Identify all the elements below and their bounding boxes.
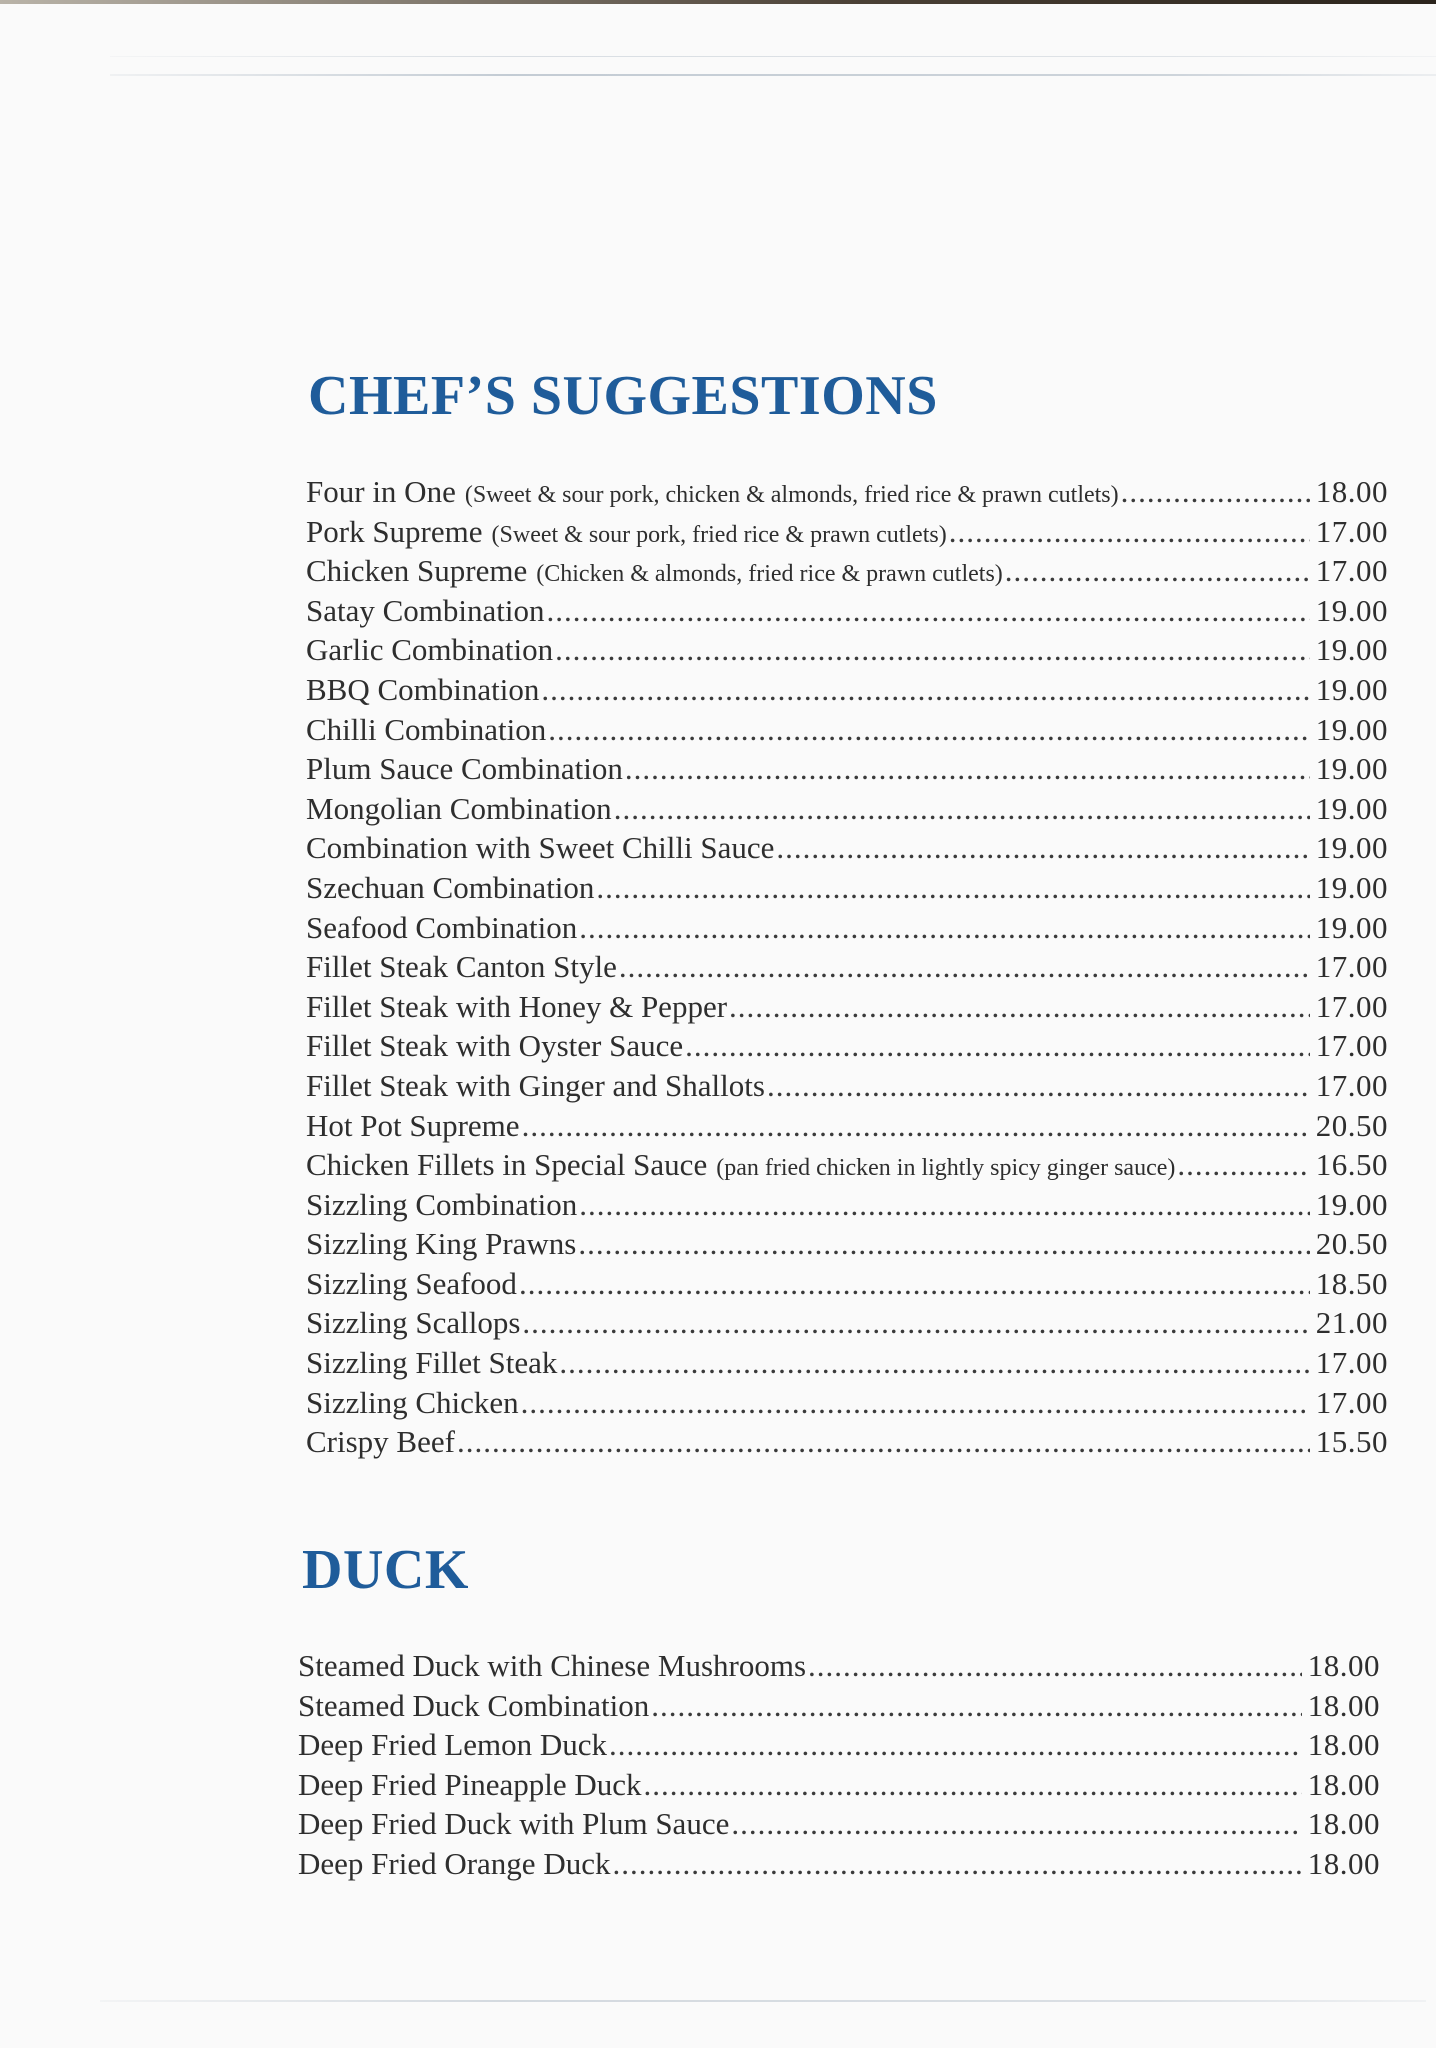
dot-leader xyxy=(808,1646,1302,1686)
menu-item-name: Combination with Sweet Chilli Sauce xyxy=(306,830,775,866)
menu-item xyxy=(306,1422,1388,1462)
menu-item-price: 18.00 xyxy=(1307,1687,1380,1723)
dot-leader xyxy=(522,1106,1310,1146)
dot-leader xyxy=(457,1422,1310,1462)
menu-item xyxy=(306,1026,1388,1066)
menu-item-name: Sizzling Scallops xyxy=(306,1305,521,1341)
menu-item-price: 18.00 xyxy=(1307,1766,1380,1802)
menu-item xyxy=(306,1303,1388,1343)
menu-item-name: Satay Combination xyxy=(306,592,545,628)
menu-item xyxy=(306,947,1388,987)
menu-item-price: 18.50 xyxy=(1315,1265,1388,1301)
dot-leader xyxy=(643,1765,1301,1805)
menu-item xyxy=(306,1106,1388,1146)
menu-item xyxy=(306,551,1388,591)
menu-item xyxy=(306,710,1388,750)
menu-item-price: 19.00 xyxy=(1315,751,1388,787)
dot-leader xyxy=(731,1804,1301,1844)
menu-item-price: 20.50 xyxy=(1315,1226,1388,1262)
menu-item xyxy=(306,1066,1388,1106)
dot-leader xyxy=(619,947,1310,987)
dot-leader xyxy=(776,828,1309,868)
menu-item-price: 19.00 xyxy=(1315,869,1388,905)
menu-item-name: Mongolian Combination xyxy=(306,790,612,826)
menu-item xyxy=(306,1185,1388,1225)
menu-item xyxy=(306,1383,1388,1423)
dot-leader xyxy=(521,1383,1310,1423)
menu-item-name: Fillet Steak with Oyster Sauce xyxy=(306,1028,684,1064)
menu-item xyxy=(306,1343,1388,1383)
menu-item xyxy=(306,472,1388,512)
menu-item-description: (Sweet & sour pork, fried rice & prawn cutlets) xyxy=(491,521,947,548)
dot-leader xyxy=(578,1224,1309,1264)
dot-leader xyxy=(609,1725,1302,1765)
menu-item-name: Chicken Supreme xyxy=(306,553,528,589)
menu-item xyxy=(298,1686,1380,1726)
menu-list-duck xyxy=(298,1646,1380,1884)
menu-item-name: Plum Sauce Combination xyxy=(306,751,623,787)
menu-item-name: Sizzling Combination xyxy=(306,1186,578,1222)
dot-leader xyxy=(625,749,1310,789)
menu-item-name: Sizzling Fillet Steak xyxy=(306,1345,558,1381)
menu-item xyxy=(298,1725,1380,1765)
menu-item xyxy=(306,868,1388,908)
menu-item xyxy=(298,1804,1380,1844)
menu-item-price: 17.00 xyxy=(1315,553,1388,589)
menu-item-price: 17.00 xyxy=(1315,513,1388,549)
dot-leader xyxy=(685,1026,1310,1066)
menu-item-price: 20.50 xyxy=(1315,1107,1388,1143)
dot-leader xyxy=(1121,472,1310,512)
section-title-duck: DUCK xyxy=(302,1539,469,1601)
menu-item-name: BBQ Combination xyxy=(306,671,540,707)
menu-item xyxy=(298,1646,1380,1686)
dot-leader xyxy=(767,1066,1310,1106)
dot-leader xyxy=(614,789,1310,829)
dot-leader xyxy=(548,710,1309,750)
menu-item-name: Sizzling Chicken xyxy=(306,1384,519,1420)
dot-leader xyxy=(555,630,1310,670)
menu-item xyxy=(306,1264,1388,1304)
menu-item-description: (pan fried chicken in lightly spicy ginger sauce) xyxy=(716,1155,1176,1182)
menu-item-name: Chilli Combination xyxy=(306,711,547,747)
menu-item xyxy=(306,828,1388,868)
menu-list-chefs-suggestions xyxy=(306,472,1388,1462)
menu-item-name: Chicken Fillets in Special Sauce xyxy=(306,1147,708,1183)
menu-item xyxy=(306,670,1388,710)
menu-item-name: Fillet Steak Canton Style xyxy=(306,949,617,985)
menu-item-price: 21.00 xyxy=(1315,1305,1388,1341)
menu-item-price: 19.00 xyxy=(1315,671,1388,707)
menu-item-name: Pork Supreme xyxy=(306,513,483,549)
menu-item-price: 17.00 xyxy=(1315,1345,1388,1381)
menu-item-price: 19.00 xyxy=(1315,1186,1388,1222)
menu-item-name: Seafood Combination xyxy=(306,909,578,945)
menu-item-price: 18.00 xyxy=(1307,1845,1380,1881)
dot-leader xyxy=(547,591,1310,631)
menu-item-name: Hot Pot Supreme xyxy=(306,1107,520,1143)
menu-item-name: Fillet Steak with Ginger and Shallots xyxy=(306,1067,765,1103)
menu-item-name: Deep Fried Lemon Duck xyxy=(298,1727,608,1763)
dot-leader xyxy=(559,1343,1309,1383)
dot-leader xyxy=(522,1303,1309,1343)
menu-item-price: 15.50 xyxy=(1315,1424,1388,1460)
menu-item-name: Deep Fried Duck with Plum Sauce xyxy=(298,1806,730,1842)
menu-item-name: Deep Fried Orange Duck xyxy=(298,1845,611,1881)
dot-leader xyxy=(519,1264,1310,1304)
menu-item-price: 19.00 xyxy=(1315,830,1388,866)
menu-item-name: Garlic Combination xyxy=(306,632,554,668)
menu-item-name: Four in One xyxy=(306,474,456,509)
menu-item-name: Crispy Beef xyxy=(306,1424,455,1460)
menu-item xyxy=(306,789,1388,829)
menu-item xyxy=(306,908,1388,948)
dot-leader xyxy=(612,1844,1301,1884)
menu-item-price: 18.00 xyxy=(1307,1727,1380,1763)
menu-item-description: (Chicken & almonds, fried rice & prawn cutlets) xyxy=(536,561,1003,588)
dot-leader xyxy=(729,987,1310,1027)
menu-item-price: 16.50 xyxy=(1315,1147,1388,1183)
menu-item xyxy=(306,1224,1388,1264)
dot-leader xyxy=(596,868,1309,908)
menu-item-name: Sizzling Seafood xyxy=(306,1265,517,1301)
menu-item-name: Steamed Duck Combination xyxy=(298,1687,650,1723)
menu-item-price: 19.00 xyxy=(1315,909,1388,945)
menu-item xyxy=(306,1145,1388,1185)
dot-leader xyxy=(579,908,1310,948)
menu-item-name: Szechuan Combination xyxy=(306,869,595,905)
menu-item xyxy=(306,591,1388,631)
section-title-chefs-suggestions: CHEF’S SUGGESTIONS xyxy=(308,365,938,427)
menu-item-price: 17.00 xyxy=(1315,988,1388,1024)
bottom-rule xyxy=(100,2000,1426,2002)
menu-item-name: Deep Fried Pineapple Duck xyxy=(298,1766,642,1802)
menu-item-price: 19.00 xyxy=(1315,632,1388,668)
menu-item-price: 18.00 xyxy=(1307,1806,1380,1842)
menu-item-price: 17.00 xyxy=(1315,949,1388,985)
menu-item-name: Fillet Steak with Honey & Pepper xyxy=(306,988,728,1024)
menu-item xyxy=(298,1844,1380,1884)
dot-leader xyxy=(579,1185,1310,1225)
menu-item xyxy=(306,749,1388,789)
menu-item-price: 17.00 xyxy=(1315,1067,1388,1103)
menu-item-price: 18.00 xyxy=(1315,474,1388,509)
menu-item-price: 17.00 xyxy=(1315,1028,1388,1064)
menu-item-price: 19.00 xyxy=(1315,790,1388,826)
dot-leader xyxy=(1005,551,1310,591)
menu-item-description: (Sweet & sour pork, chicken & almonds, fried rice & prawn cutlets) xyxy=(464,482,1119,508)
dot-leader xyxy=(1177,1145,1309,1185)
menu-item-price: 19.00 xyxy=(1315,711,1388,747)
dot-leader xyxy=(949,512,1310,552)
menu-item xyxy=(306,987,1388,1027)
menu-item-price: 17.00 xyxy=(1315,1384,1388,1420)
menu-item xyxy=(306,512,1388,552)
menu-item-name: Steamed Duck with Chinese Mushrooms xyxy=(298,1648,807,1683)
menu-item xyxy=(306,630,1388,670)
dot-leader xyxy=(651,1686,1301,1726)
menu-item-price: 18.00 xyxy=(1307,1648,1380,1683)
dot-leader xyxy=(541,670,1309,710)
menu-item xyxy=(298,1765,1380,1805)
menu-item-price: 19.00 xyxy=(1315,592,1388,628)
menu-item-name: Sizzling King Prawns xyxy=(306,1226,577,1262)
